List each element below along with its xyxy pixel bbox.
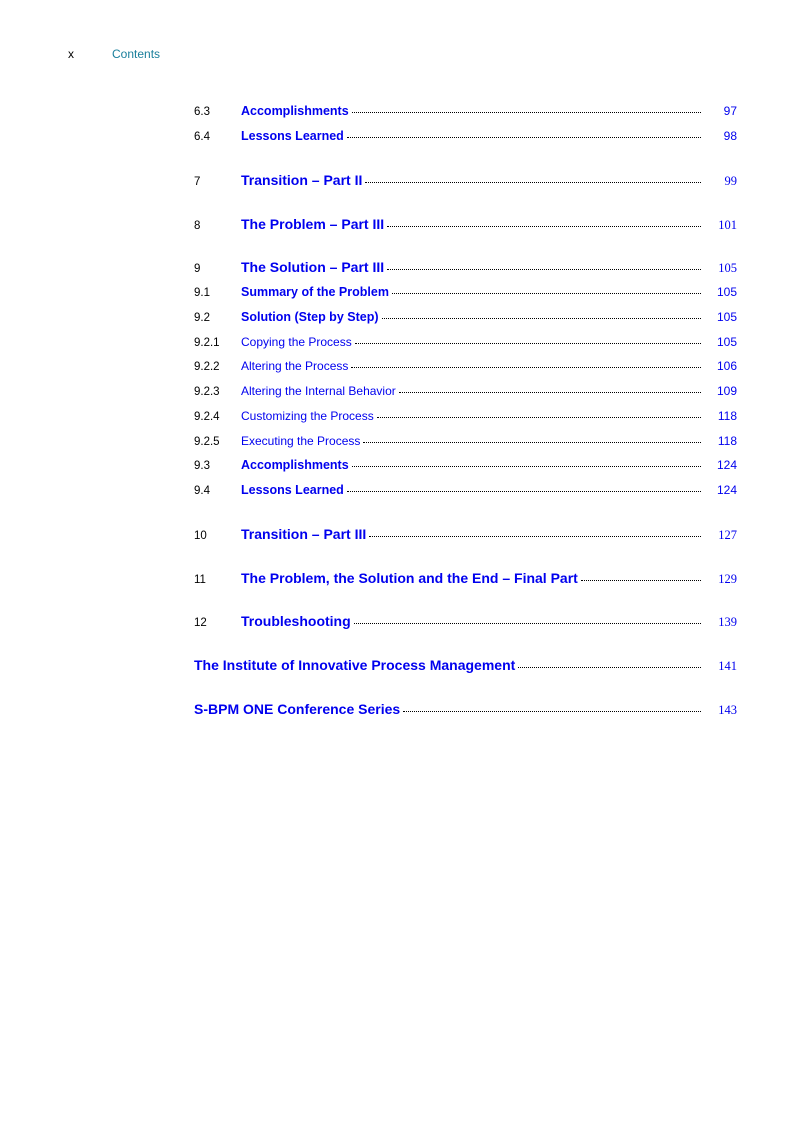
toc-entry-title[interactable]: The Problem, the Solution and the End – Final Part bbox=[241, 570, 578, 586]
running-head bbox=[68, 47, 368, 65]
toc-entry-page[interactable]: 105 bbox=[716, 335, 737, 349]
toc-entry-page[interactable]: 124 bbox=[716, 483, 737, 497]
toc-entry-number: 9.2.2 bbox=[194, 361, 220, 373]
toc-entry-page[interactable]: 139 bbox=[718, 615, 737, 629]
toc-entry[interactable] bbox=[194, 434, 737, 454]
toc-entry-title[interactable]: Accomplishments bbox=[241, 458, 349, 472]
toc-entry-number: 6.4 bbox=[194, 131, 210, 143]
toc-entry[interactable] bbox=[194, 172, 737, 192]
toc-entry-number: 9.2.5 bbox=[194, 436, 220, 448]
dot-leader bbox=[347, 490, 701, 492]
toc-entry[interactable] bbox=[194, 285, 737, 305]
toc-entry-title[interactable]: Troubleshooting bbox=[241, 613, 351, 629]
toc-entry-number: 9.2.4 bbox=[194, 411, 220, 423]
toc-entry-number: 7 bbox=[194, 176, 201, 188]
toc-entry-number: 9 bbox=[194, 263, 201, 275]
dot-leader bbox=[392, 292, 701, 294]
toc-entry-page[interactable]: 124 bbox=[716, 458, 737, 472]
toc-entry-page[interactable]: 99 bbox=[724, 174, 737, 188]
toc-entry[interactable] bbox=[194, 613, 737, 633]
toc-entry-page[interactable]: 129 bbox=[718, 572, 737, 586]
toc-entry-page[interactable]: 105 bbox=[716, 310, 737, 324]
toc-entry[interactable] bbox=[194, 104, 737, 124]
toc-entry-title[interactable]: Lessons Learned bbox=[241, 129, 344, 143]
toc-entry-number: 10 bbox=[194, 530, 207, 542]
toc-entry-title[interactable]: Executing the Process bbox=[241, 434, 361, 448]
dot-leader bbox=[399, 391, 701, 393]
dot-leader bbox=[355, 342, 701, 344]
toc-entry-number: 9.3 bbox=[194, 460, 210, 472]
toc-entry-page[interactable]: 97 bbox=[723, 104, 737, 118]
toc-entry-title[interactable]: Summary of the Problem bbox=[241, 285, 389, 299]
toc-entry-title[interactable]: Lessons Learned bbox=[241, 483, 344, 497]
dot-leader bbox=[347, 136, 701, 138]
running-title: Contents bbox=[112, 47, 161, 61]
toc-entry[interactable] bbox=[194, 409, 737, 429]
toc-entry-number: 9.1 bbox=[194, 287, 210, 299]
toc-entry[interactable] bbox=[194, 526, 737, 546]
toc-entry-page[interactable]: 106 bbox=[716, 359, 737, 373]
toc-entry-page[interactable]: 118 bbox=[717, 409, 737, 423]
toc-entry-page[interactable]: 127 bbox=[718, 528, 737, 542]
dot-leader bbox=[387, 225, 701, 227]
dot-leader bbox=[518, 666, 701, 668]
toc-entry[interactable] bbox=[194, 359, 737, 379]
dot-leader bbox=[354, 622, 701, 624]
toc-entry-title[interactable]: Altering the Internal Behavior bbox=[241, 384, 396, 398]
toc-entry[interactable] bbox=[194, 384, 737, 404]
toc-entry[interactable] bbox=[194, 570, 737, 590]
toc-entry-number: 11 bbox=[194, 574, 206, 586]
toc-entry-page[interactable]: 118 bbox=[717, 434, 737, 448]
toc-entry[interactable] bbox=[194, 458, 737, 478]
toc-entry[interactable] bbox=[194, 483, 737, 503]
dot-leader bbox=[387, 268, 701, 270]
toc-entry-title[interactable]: Copying the Process bbox=[241, 335, 352, 349]
dot-leader bbox=[352, 111, 701, 113]
toc-entry[interactable] bbox=[194, 310, 737, 330]
toc-entry-title[interactable]: S-BPM ONE Conference Series bbox=[194, 701, 401, 717]
dot-leader bbox=[377, 416, 701, 418]
toc-entry-title[interactable]: Transition – Part III bbox=[241, 526, 367, 542]
toc-entry-page[interactable]: 105 bbox=[718, 261, 737, 275]
dot-leader bbox=[581, 579, 701, 581]
toc-entry-page[interactable]: 143 bbox=[718, 703, 737, 717]
dot-leader bbox=[403, 710, 701, 712]
toc-entry[interactable] bbox=[194, 335, 737, 355]
toc-entry-page[interactable]: 105 bbox=[716, 285, 737, 299]
toc-entry-title[interactable]: The Institute of Innovative Process Management bbox=[194, 657, 516, 673]
toc-entry[interactable] bbox=[194, 259, 737, 279]
dot-leader bbox=[369, 535, 701, 537]
page-number: x bbox=[68, 47, 74, 61]
toc-entry[interactable] bbox=[194, 701, 737, 721]
toc-entry-number: 6.3 bbox=[194, 106, 210, 118]
dot-leader bbox=[352, 465, 701, 467]
toc-entry-title[interactable]: Altering the Process bbox=[241, 359, 349, 373]
toc-entry[interactable] bbox=[194, 216, 737, 236]
toc-entry-title[interactable]: Transition – Part II bbox=[241, 172, 363, 188]
toc-entry-number: 8 bbox=[194, 220, 201, 232]
toc-entry-page[interactable]: 109 bbox=[716, 384, 737, 398]
toc-entry-title[interactable]: Customizing the Process bbox=[241, 409, 374, 423]
dot-leader bbox=[365, 181, 701, 183]
toc-entry-title[interactable]: The Problem – Part III bbox=[241, 216, 385, 232]
toc-entry-number: 9.2.3 bbox=[194, 386, 220, 398]
dot-leader bbox=[382, 317, 702, 319]
toc-entry-title[interactable]: Solution (Step by Step) bbox=[241, 310, 379, 324]
dot-leader bbox=[363, 441, 701, 443]
toc-entry-number: 9.2.1 bbox=[194, 337, 220, 349]
toc-entry-number: 12 bbox=[194, 617, 207, 629]
toc-entry-page[interactable]: 141 bbox=[718, 659, 737, 673]
dot-leader bbox=[351, 366, 701, 368]
toc-entry[interactable] bbox=[194, 657, 737, 677]
toc-entry-page[interactable]: 98 bbox=[723, 129, 737, 143]
toc-entry-number: 9.4 bbox=[194, 485, 210, 497]
toc-entry-title[interactable]: Accomplishments bbox=[241, 104, 349, 118]
toc-entry-title[interactable]: The Solution – Part III bbox=[241, 259, 385, 275]
toc-entry-page[interactable]: 101 bbox=[718, 218, 737, 232]
toc-entry[interactable] bbox=[194, 129, 737, 149]
toc-entry-number: 9.2 bbox=[194, 312, 210, 324]
